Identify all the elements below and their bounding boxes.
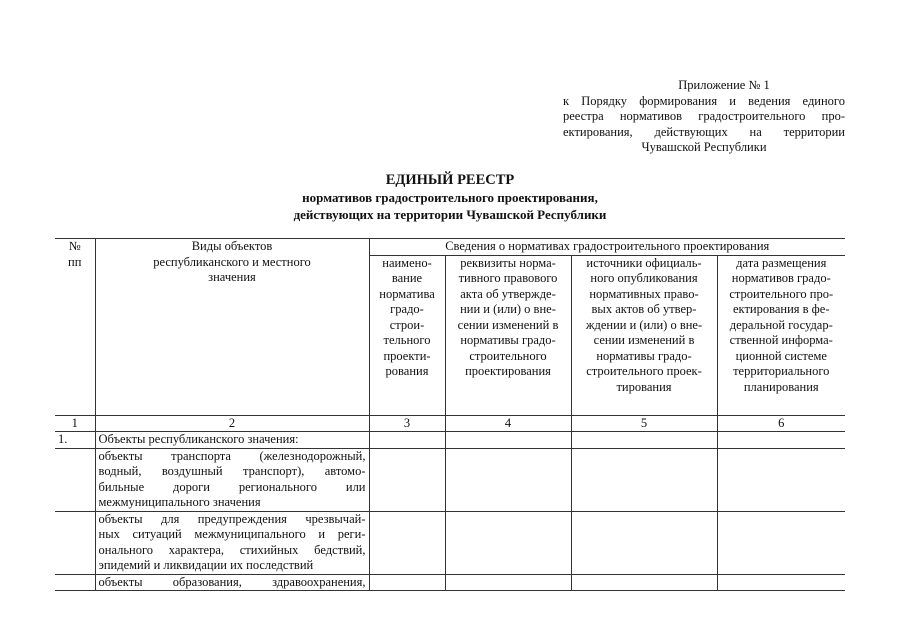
empty-cell: [445, 448, 571, 511]
row-number: 1.: [55, 432, 95, 449]
header-number: № пп: [55, 239, 95, 416]
header-publication-sources: источники официаль- ного опубликования нормативных право- вых актов об утвер- ждении и (или) о вне- сении изменений в нормативы градо- строительного проек- тирования: [571, 255, 717, 415]
empty-cell: [571, 432, 717, 449]
register-table: [55, 238, 845, 591]
header-group-norms: Сведения о нормативах градостроительного проектирования: [369, 239, 845, 256]
empty-cell: [445, 574, 571, 591]
empty-cell: [369, 448, 445, 511]
empty-cell: [445, 432, 571, 449]
column-number-row: [55, 415, 845, 432]
column-number: 4: [445, 415, 571, 432]
title-line-3: действующих на территории Чувашской Республики: [293, 207, 607, 222]
table-row: [55, 448, 845, 511]
column-number: 2: [95, 415, 369, 432]
table-row: [55, 511, 845, 574]
object-description: объекты образования, здравоохранения,: [95, 574, 369, 591]
table-row: [55, 432, 845, 449]
object-description: объекты транспорта (железнодорожный, водный, воздушный транспорт), автомо- бильные дороги регионального или межмуниципального значения: [95, 448, 369, 511]
object-description: объекты для предупреждения чрезвычай- ных ситуаций межмуниципального и реги- онального характера, стихийных бедствий, эпидемий и ликвидации их последствий: [95, 511, 369, 574]
empty-cell: [369, 511, 445, 574]
annex-line: реестра нормативов градостроительного про-: [563, 109, 845, 123]
title-line-main: ЕДИНЫЙ РЕЕСТР: [385, 172, 515, 188]
annex-block: [563, 78, 845, 156]
section-title: Объекты республиканского значения:: [95, 432, 369, 449]
header-norm-name: наимено- вание норматива градо- строи- тельного проекти- рования: [369, 255, 445, 415]
empty-cell: [369, 432, 445, 449]
annex-line: ектирования, действующих на территории: [563, 124, 845, 139]
empty-cell: [717, 432, 845, 449]
annex-line: Чувашской Республики: [641, 140, 767, 154]
empty-cell: [445, 511, 571, 574]
header-placement-date: дата размещения нормативов градо- строительного про- ектирования в фе- деральной государ- ственной информа- ционной системе территориального планирования: [717, 255, 845, 415]
empty-cell: [717, 448, 845, 511]
empty-cell: [571, 574, 717, 591]
annex-line: к Порядку формирования и ведения единого: [563, 93, 845, 108]
empty-cell: [717, 511, 845, 574]
table-row: [55, 574, 845, 591]
header-object-types: Виды объектов республиканского и местного значения: [95, 239, 369, 416]
row-number: [55, 448, 95, 511]
column-number: 5: [571, 415, 717, 432]
header-act-details: реквизиты норма- тивного правового акта об утвержде- нии и (или) о вне- сении изменений в нормативы градо- строительного проектирования: [445, 255, 571, 415]
empty-cell: [571, 511, 717, 574]
document-title: [230, 172, 670, 223]
title-line-2: нормативов градостроительного проектирования,: [302, 190, 598, 205]
empty-cell: [571, 448, 717, 511]
row-number: [55, 574, 95, 591]
empty-cell: [717, 574, 845, 591]
row-number: [55, 511, 95, 574]
column-number: 1: [55, 415, 95, 432]
annex-title: Приложение № 1: [678, 78, 770, 92]
empty-cell: [369, 574, 445, 591]
column-number: 6: [717, 415, 845, 432]
column-number: 3: [369, 415, 445, 432]
